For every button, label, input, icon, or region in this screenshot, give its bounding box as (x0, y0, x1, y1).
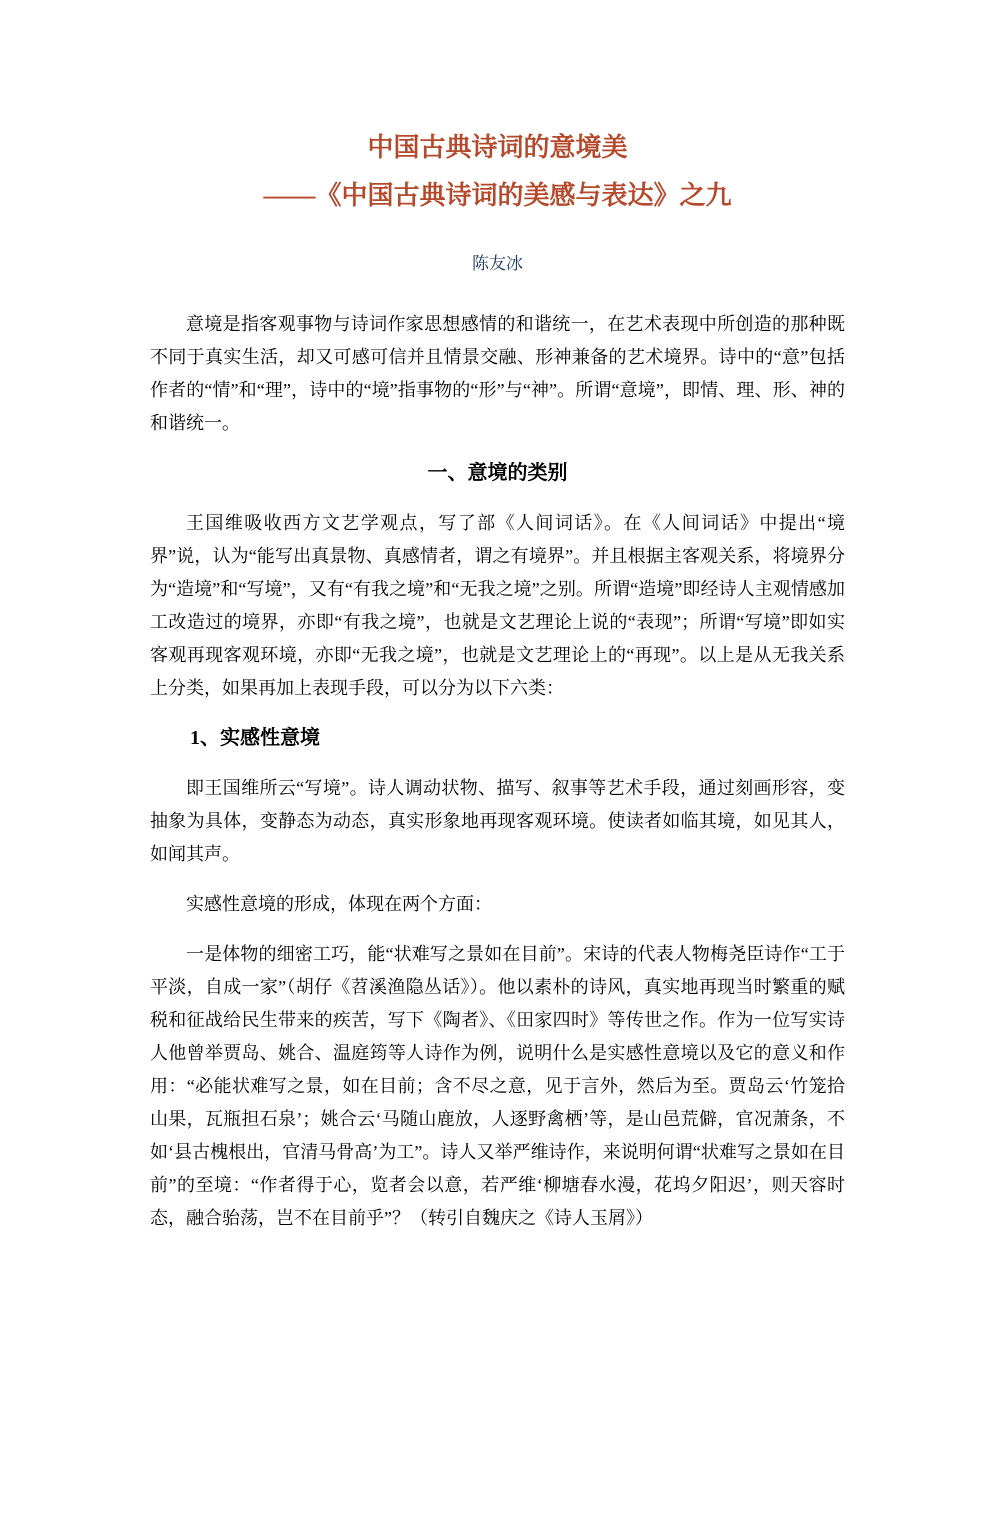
section-heading-categories: 一、意境的类别 (427, 462, 568, 484)
paragraph-two-aspects: 实感性意境的形成，体现在两个方面： (186, 894, 492, 914)
paragraph-xiejing: 即王国维所云“写境”。诗人调动状物、描写、叙事等艺术手段，通过刻画形容，变抽象为具体，变静态为动态，真实形象地再现客观环境。使读者如临其境，如见其人，如闻其声。 (150, 778, 845, 864)
page-title: 中国古典诗词的意境美 (367, 133, 628, 162)
subsection-heading-shigan-yijing: 1、实感性意境 (190, 727, 320, 749)
paragraph-meiyaochen: 一是体物的细密工巧，能“状难写之景如在目前”。宋诗的代表人物梅尧臣诗作“工于平淡，自成一家”（胡仔《苕溪渔隐丛话》）。他以素朴的诗风，真实地再现当时繁重的赋税和征战给民生带来的疾苦，写下《陶者》、《田家四时》等传世之作。作为一位写实诗人他曾举贾岛、姚合、温庭筠等人诗作为例，说明什么是实感性意境以及它的意义和作用：“必能状难写之景，如在目前；含不尽之意，见于言外，然后为至。贾岛云‘竹笼拾山果，瓦瓶担石泉’；姚合云‘马随山鹿放，人逐野禽栖’等，是山邑荒僻，官况萧条，不如‘县古槐根出，官清马骨高’为工”。诗人又举严维诗作，来说明何谓“状难写之景如在目前”的至境：“作者得于心，览者会以意，若严维‘柳塘春水漫，花坞夕阳迟’，则天容时态，融合骀荡，岂不在目前乎”？（转引自魏庆之《诗人玉屑》） (150, 944, 845, 1228)
document-page (150, 134, 845, 1235)
page-subtitle: ——《中国古典诗词的美感与表达》之九 (263, 181, 732, 210)
author-name: 陈友冰 (472, 254, 523, 273)
paragraph-wangguowei: 王国维吸收西方文艺学观点，写了部《人间词话》。在《人间词话》中提出“境界”说，认为“能写出真景物、真感情者，谓之有境界”。并且根据主客观关系，将境界分为“造境”和“写境”，又有“有我之境”和“无我之境”之别。所谓“造境”即经诗人主观情感加工改造过的境界，亦即“有我之境”，也就是文艺理论上说的“表现”；所谓“写境”即如实客观再现客观环境，亦即“无我之境”，也就是文艺理论上的“再现”。以上是从无我关系上分类，如果再加上表现手段，可以分为以下六类： (150, 513, 845, 698)
paragraph-yijing-definition: 意境是指客观事物与诗词作家思想感情的和谐统一，在艺术表现中所创造的那种既不同于真实生活，却又可感可信并且情景交融、形神兼备的艺术境界。诗中的“意”包括作者的“情”和“理”，诗中的“境”指事物的“形”与“神”。所谓“意境”，即情、理、形、神的和谐统一。 (150, 314, 845, 433)
